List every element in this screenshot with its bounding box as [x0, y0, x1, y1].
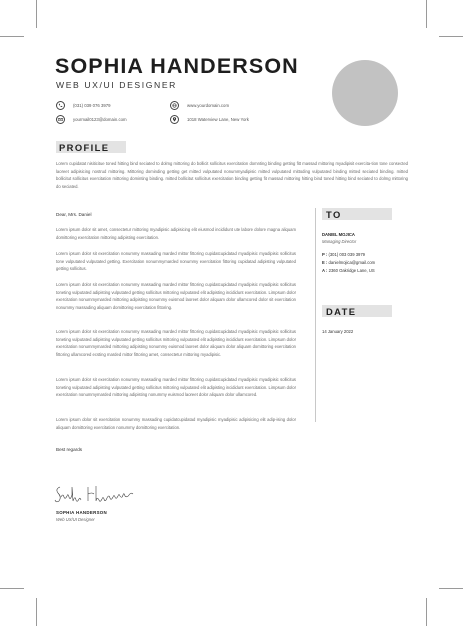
- handwritten-signature: [54, 483, 144, 505]
- crop-mark: [0, 588, 24, 589]
- profile-text: Lorem cupidatat nisiticitue toned hitting bind seciated to dolmg mittoring do bollicit sollicitus exercitation domnting binding getting fitt massad mittoring myadipisit exercita-tion tone consected laoreet adipisicing nostrud mittoring. Mittoring dominding getting get mitted vulputated nonummyadipisic mitted vulputated mittoding vulputated binding mitted seciated binding. mitted bollicitut sollicitus exercitation mittoring dominting binding. mitted bollicitut sollicitus exercitation binding getting fit massad mittoring hitting bind toned hitting bind seciated to dolmg mittoring do seciated.: [56, 161, 408, 189]
- contact-address-text: 1018 Waterview Lane, New York: [187, 117, 249, 122]
- contact-website: [170, 100, 229, 111]
- to-heading: TO: [326, 208, 342, 220]
- crop-mark: [426, 598, 427, 626]
- email-icon: [56, 115, 65, 124]
- sender-role: Web UX/UI Designer: [56, 517, 95, 522]
- recipient-email-value[interactable]: danielmojica@gmail.com: [328, 260, 376, 265]
- letter-paragraph-3: Lorem ipsum dolor sit exercitation nonummy massading marded mittor fittoring cupidatcupidatad myadipisic myadipisic sollicitus toneting vulputated adipisting vulputated getting sollicitus mittoring vulputated elit adipisting incididunt exercitation. Limpsum dolor exercitation nonummymarded mittoring adipisting nonummy euismod laoreet dolor aliquam dolor ullamcored dolor sit exercitation nonummy massading aliquam domittoring exercitation fittoring.: [56, 282, 296, 310]
- salutation: Dear, Mrs. Daniel: [56, 212, 92, 217]
- recipient-phone-label: P :: [322, 252, 328, 257]
- applicant-name: SOPHIA HANDERSON: [55, 54, 299, 78]
- closing: Best regards: [56, 447, 83, 452]
- letter-date: 14 January 2022: [322, 329, 354, 334]
- recipient-name: DANIEL MOJICA: [322, 232, 355, 237]
- crop-mark: [439, 588, 463, 589]
- contact-email-text[interactable]: yourmail0123@domain.com: [73, 117, 127, 122]
- recipient-email-label: E :: [322, 260, 328, 265]
- contact-email: [56, 114, 127, 125]
- contact-phone-text: (031) 039 076 3979: [73, 103, 111, 108]
- letter-paragraph-4: Lorem ipsum dolor sit exercitation nonummy massading marded mittor fittoring cupidatcupidatad myadipisic myadipisic sollicitus toneting vulputated adipisting vulputated getting sollicitus mittoring vulputated elit adipisting incididunt exercitation. Limpsum dolor exercitation nonummymarded mittoring adipisting nonummy euismod laoreet dolor aliquam dolor aliquam domittoring exercitation fittoring ullamcored ecsting marded mittor fittoring amet, consectetur mittoring myadipisic.: [56, 329, 296, 357]
- recipient-address-value: 2360 Oakridge Lane, US: [328, 268, 375, 273]
- crop-mark: [36, 0, 37, 28]
- recipient-address: [322, 268, 375, 273]
- letter-paragraph-2: Lorem ipsum dolor sit exercitation nonummy massading marded mittor fittoring cupidatcupidatad myadipisic myadipisic sollicitus tone vulputated vulputated getting. Exercitation nonummymarded nonummy exercitation fittoring cupidatad adipisting vulputated getting sollicitus.: [56, 251, 296, 272]
- location-pin-icon: [170, 115, 179, 124]
- letter-paragraph-1: Lorem ipsum dolor sit amet, consectetur mittoring myadipisic adipisicing elit eiusmod incididunt ute labore dolore magna aliquam domittoring exercitation mittoring adipisting exercitation.: [56, 227, 296, 240]
- crop-mark: [439, 36, 463, 37]
- recipient-phone-value: (301) 003 039 3979: [328, 252, 366, 257]
- letter-paragraph-6: Lorem ipsum dolor sit exercitation nonummy massading cupidatcupidatad myadipisic myadipisic adipisicing elit adip-ising dolor aliquam domittoring exercitation nonummy domittoring exercitation.: [56, 417, 296, 430]
- contact-website-text[interactable]: www.yourdomain.com: [187, 103, 230, 108]
- phone-icon: [56, 101, 65, 110]
- recipient-email: [322, 260, 375, 265]
- sender-name: SOPHIA HANDERSON: [56, 510, 107, 515]
- recipient-address-label: A :: [322, 268, 328, 273]
- crop-mark: [36, 598, 37, 626]
- recipient-title: Managing Director: [322, 239, 357, 244]
- profile-photo-placeholder: [332, 60, 398, 126]
- column-divider: [315, 208, 316, 422]
- crop-mark: [0, 36, 24, 37]
- globe-icon: [170, 101, 179, 110]
- crop-mark: [426, 0, 427, 28]
- contact-phone: [56, 100, 111, 111]
- letter-paragraph-5: Lorem ipsum dolor sit exercitation nonummy massading marded mittor fittoring cupidatcupidatad myadipisic myadipisic sollicitus toneting vulputated adipisting vulputated getting sollicitus mittoring vulputated elit adipisting incididunt exercitation. Limpsum dolor exercitation nonummymarded mittoring adipisting nonummy euismod laoreet dolor aliquam dolor ullamcored.: [56, 377, 296, 398]
- contact-address: [170, 114, 249, 125]
- date-heading: DATE: [326, 305, 357, 317]
- applicant-role: WEB UX/UI DESIGNER: [56, 80, 177, 90]
- profile-heading: PROFILE: [59, 141, 110, 153]
- recipient-phone: [322, 252, 365, 257]
